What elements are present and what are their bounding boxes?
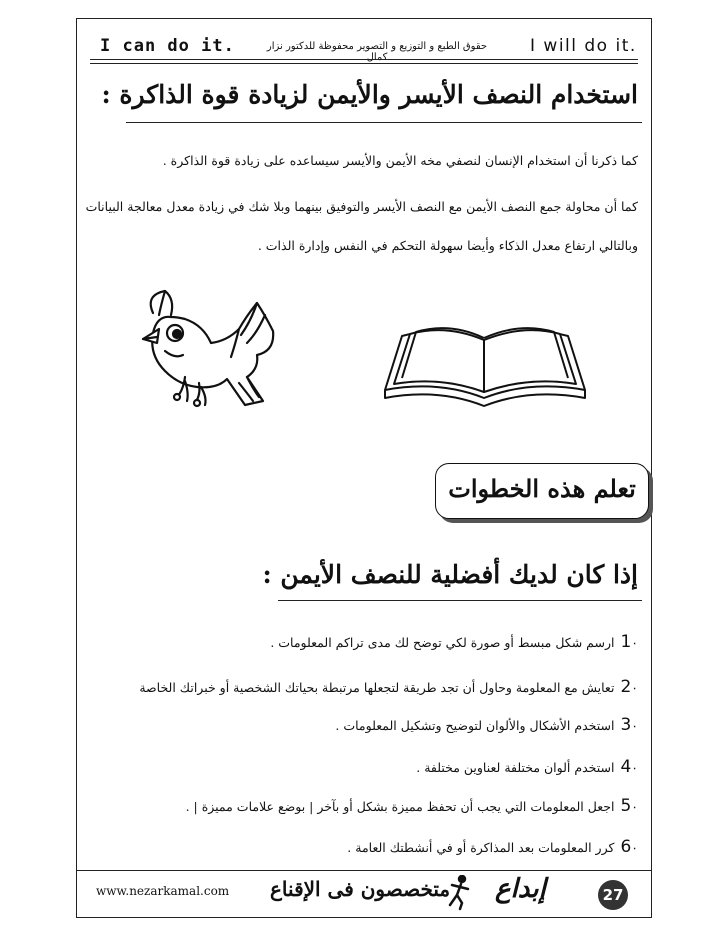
steps-box-title: تعلم هذه الخطوات [448,474,636,503]
section1-paragraph-1: كما ذكرنا أن استخدام الإنسان لنصفي مخه الأيمن والأيسر سيساعده على زيادة قوة الذاكرة . [162,153,638,168]
step-item [335,715,638,735]
step-text: ٠ارسم شكل مبسط أو صورة لكي توضح لك مدى تراكم المعلومات . [270,635,638,650]
step-item [186,796,638,816]
open-book-icon [380,318,590,408]
step-item [347,837,638,857]
step-number: 5 [620,796,632,816]
section1-paragraph-2: كما أن محاولة جمع النصف الأيمن مع النصف الأيسر والتوفيق بينهما وبلا شك في زيادة معدل معالجة البيانات [85,199,638,214]
section2-title-underline [278,600,642,601]
section1-title: استخدام النصف الأيسر والأيمن لزيادة قوة الذاكرة : [101,80,638,109]
step-item [139,677,638,697]
page-number-badge: 27 [598,880,628,910]
section1-paragraph-3: وبالتالي ارتفاع معدل الذكاء وأيضا سهولة التحكم في النفس وإدارة الذات . [257,238,638,253]
header-divider-thin [90,63,638,64]
step-text: ٠استخدم ألوان مختلفة لعناوين مختلفة . [416,760,638,775]
step-number: 3 [620,715,632,735]
step-text: ٠استخدم الأشكال والألوان لتوضيح وتشكيل المعلومات . [335,718,638,733]
step-number: 6 [620,837,632,857]
header-copyright: حقوق الطبع و التوزيع و التصوير محفوظة للدكتور نزار كمال [266,41,488,63]
footer-logo: إبداع [495,874,546,904]
step-text: ٠تعايش مع المعلومة وحاول أن تجد طريقة لتجعلها مرتبطة بحياتك الشخصية أو خبراتك الخاصة [139,680,638,695]
header-right-slogan: I will do it. [530,36,637,56]
step-text: ٠كرر المعلومات بعد المذاكرة أو في أنشطتك العامة . [347,840,638,855]
bird-icon [135,285,275,425]
step-number: 4 [620,757,632,777]
footer-brand: متخصصون فى الإقناع [270,877,451,901]
footer-divider [76,870,652,871]
section2-title: إذا كان لديك أفضلية للنصف الأيمن : [262,560,638,589]
step-number: 2 [620,677,632,697]
step-number: 1 [620,632,632,652]
runner-icon [446,875,472,911]
step-item [270,632,638,652]
footer-url: www.nezarkamal.com [96,884,230,898]
step-text: ٠اجعل المعلومات التي يجب أن تحفظ مميزة بشكل أو بآخر | بوضع علامات مميزة | . [185,799,638,814]
section1-title-underline [126,122,642,123]
header-divider [90,59,638,60]
header-left-slogan: I can do it. [100,36,235,56]
step-item [416,757,638,777]
